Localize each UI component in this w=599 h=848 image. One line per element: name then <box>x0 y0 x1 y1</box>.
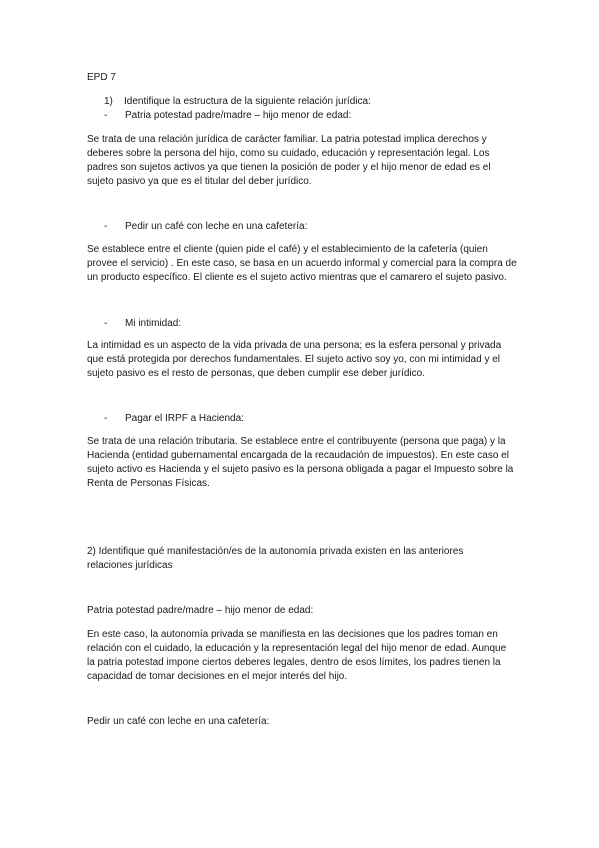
q2-section-1-line-1: En este caso, la autonomía privada se manifiesta en las decisiones que los padres toman en <box>87 629 498 640</box>
item-4-line-1: Se trata de una relación tributaria. Se establece entre el contribuyente (persona que paga) y la <box>87 436 506 447</box>
question-2-line-2: relaciones jurídicas <box>87 560 173 571</box>
item-2-heading: Pedir un café con leche en una cafetería: <box>125 221 308 232</box>
item-4-line-4: Renta de Personas Físicas. <box>87 478 210 489</box>
q2-section-1-line-2: relación con el cuidado, la educación y la representación legal del hijo menor de edad. Aunque <box>87 643 507 654</box>
q2-section-1-line-3: la patria potestad impone ciertos deberes legales, dentro de esos límites, los padres tienen la <box>87 657 501 668</box>
q2-section-2-heading: Pedir un café con leche en una cafetería: <box>87 716 270 727</box>
bullet-4: - <box>104 413 108 424</box>
item-3-line-2: que está protegida por derechos fundamentales. El sujeto activo soy yo, con mi intimidad y el <box>87 354 501 365</box>
question-2-line-1: 2) Identifique qué manifestación/es de la autonomía privada existen en las anteriores <box>87 546 464 557</box>
document-title: EPD 7 <box>87 72 116 83</box>
item-1-line-3: padres son sujetos activos ya que tienen la posición de poder y el hijo menor de edad es el <box>87 162 491 173</box>
item-3-line-3: sujeto pasivo es el resto de personas, que deben cumplir ese deber jurídico. <box>87 368 425 379</box>
bullet-3: - <box>104 318 108 329</box>
question-1-number: 1) <box>104 96 113 107</box>
item-1-line-4: sujeto pasivo ya que es el titular del deber jurídico. <box>87 176 312 187</box>
item-3-heading: Mi intimidad: <box>125 318 182 329</box>
q2-section-1-line-4: capacidad de tomar decisiones en el mejor interés del hijo. <box>87 671 348 682</box>
item-2-line-3: un producto específico. El cliente es el sujeto activo mientras que el camarero el sujeto pasivo. <box>87 272 507 283</box>
item-4-line-3: sujeto activo es Hacienda y el sujeto pasivo es la persona obligada a pagar el Impuesto sobre la <box>87 464 514 475</box>
bullet-2: - <box>104 221 108 232</box>
item-1-line-1: Se trata de una relación jurídica de carácter familiar. La patria potestad implica derechos y <box>87 134 487 145</box>
q2-section-1-heading: Patria potestad padre/madre – hijo menor de edad: <box>87 605 314 616</box>
question-1-text: Identifique la estructura de la siguiente relación jurídica: <box>124 96 371 107</box>
item-2-line-1: Se establece entre el cliente (quien pide el café) y el establecimiento de la cafetería (quien <box>87 244 488 255</box>
item-3-line-1: La intimidad es un aspecto de la vida privada de una persona; es la esfera personal y privada <box>87 340 502 351</box>
item-4-line-2: Hacienda (entidad gubernamental encargada de la recaudación de impuestos). En este caso el <box>87 450 509 461</box>
item-1-heading: Patria potestad padre/madre – hijo menor de edad: <box>125 110 352 121</box>
bullet-1: - <box>104 110 108 121</box>
item-2-line-2: provee el servicio) . En este caso, se basa en un acuerdo informal y comercial para la compra de <box>87 258 517 269</box>
item-1-line-2: deberes sobre la persona del hijo, como su cuidado, educación y representación legal. Los <box>87 148 490 159</box>
item-4-heading: Pagar el IRPF a Hacienda: <box>125 413 244 424</box>
